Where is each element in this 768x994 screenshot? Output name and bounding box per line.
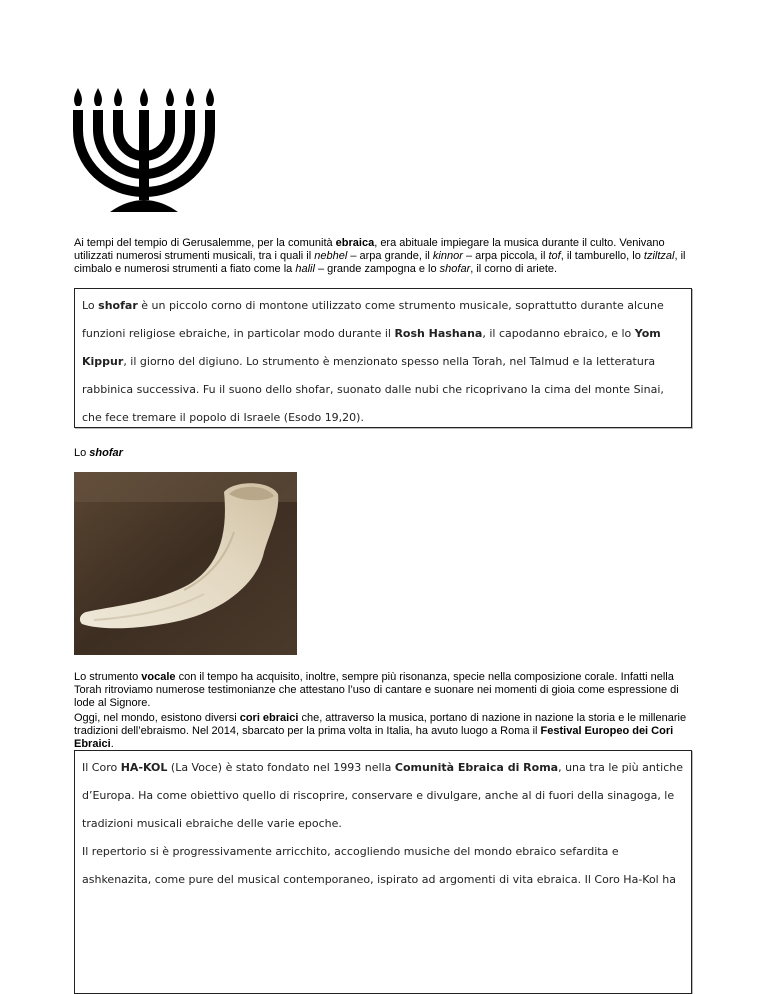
hakol-text-2: Il repertorio si è progressivamente arricchito, accogliendo musiche del mondo ebraico sefardita e ashkenazita, come pure del musical contemporaneo, ispirato ad argomenti di vita ebraica. Il Coro Ha-Kol ha (82, 845, 676, 886)
shofar-info-text: Lo shofar è un piccolo corno di montone utilizzato come strumento musicale, soprattutto durante alcune funzioni religiose ebraiche, in particolar modo durante il Rosh Hashana, il capodanno ebraico, e lo Yom Kippur, il giorno del digiuno. Lo strumento è menzionato spesso nella Torah, nel Talmud e la letteratura rabbinica successiva. Fu il suono dello shofar, suonato dalle nubi che ricoprivano la cima del monte Sinai, che fece tremare il popolo di Israele (Esodo 19,20). (82, 299, 664, 424)
menorah-icon (70, 80, 222, 220)
hakol-text-1: Il Coro HA-KOL (La Voce) è stato fondato nel 1993 nella Comunità Ebraica di Roma, una tra le più antiche d’Europa. Ha come obiettivo quello di riscoprire, conservare e divulgare, anche al di fuori della sinagoga, le tradizioni musicali ebraiche delle varie epoche. (82, 761, 684, 830)
vocal-paragraph: Lo strumento vocale con il tempo ha acquisito, inoltre, sempre più risonanza, specie nella composizione corale. Infatti nella Torah ritroviamo numerose testimonianze che attestano l’uso di cantare e suonare nei momenti di gioia come espressione di lode al Signore. (74, 671, 679, 709)
shofar-photo (74, 472, 297, 655)
shofar-info-box (74, 288, 692, 428)
choirs-paragraph: Oggi, nel mondo, esistono diversi cori ebraici che, attraverso la musica, portano di nazione in nazione la storia e le millenarie tradizioni dell’ebraismo. Nel 2014, sbarcato per la prima volta in Italia, ha avuto luogo a Roma il Festival Europeo dei Cori Ebraici. (74, 712, 687, 750)
hakol-info-box (74, 750, 692, 994)
intro-paragraph: Ai tempi del tempio di Gerusalemme, per la comunità ebraica, era abituale impiegare la musica durante il culto. Venivano utilizzati numerosi strumenti musicali, tra i quali il nebhel – arpa grande, il kinnor – arpa piccola, il tof, il tamburello, lo tziltzal, il cimbalo e numerosi strumenti a fiato come la halil – grande zampogna e lo shofar, il corno di ariete. (74, 237, 686, 275)
image-caption: Lo shofar (74, 447, 123, 459)
